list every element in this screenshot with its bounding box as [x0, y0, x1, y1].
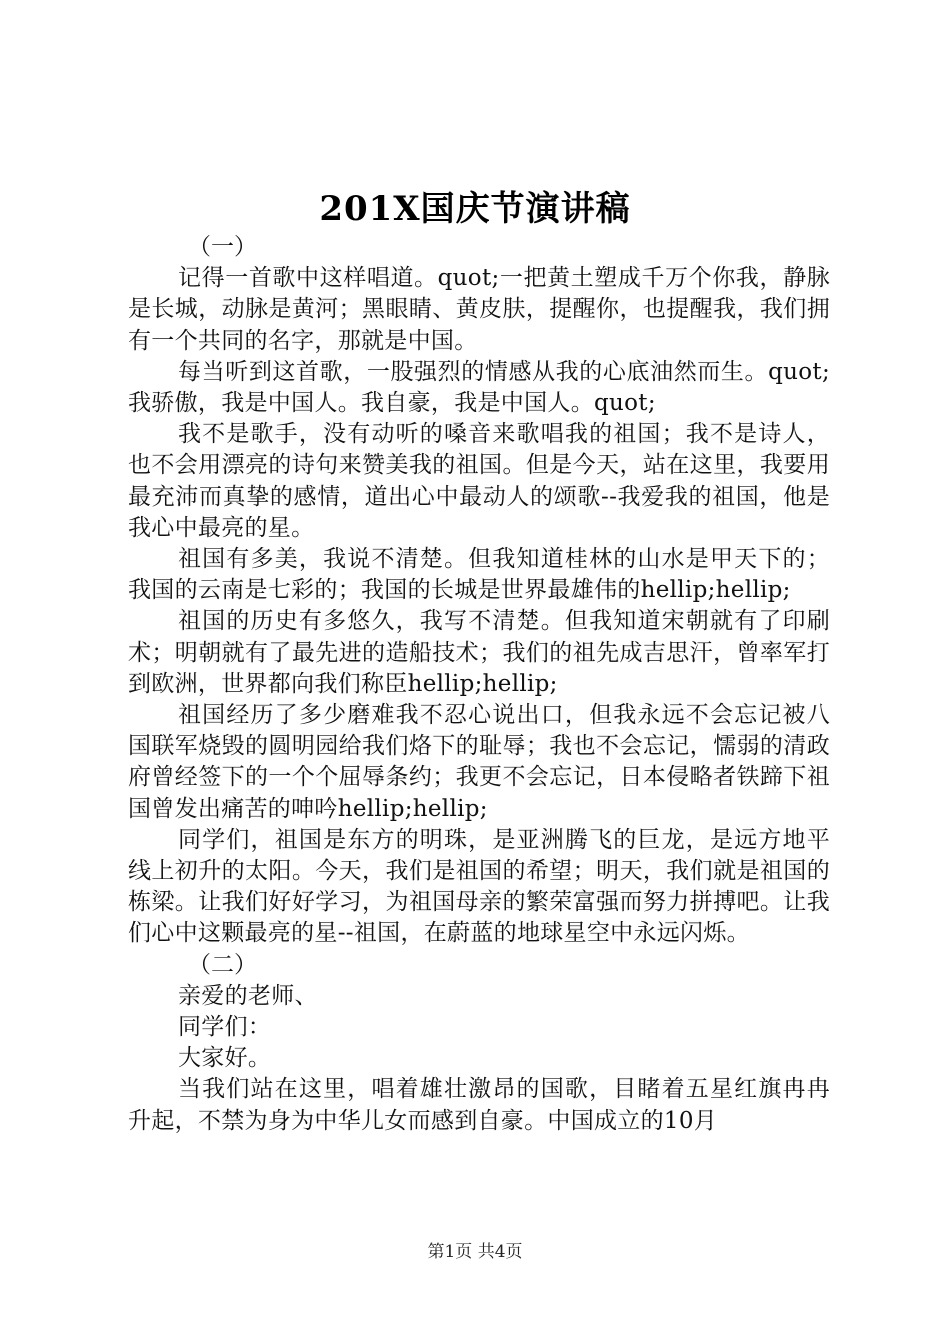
page-title: 201X国庆节演讲稿	[319, 189, 631, 229]
page-footer: 第1页 共4页	[427, 1242, 523, 1262]
paragraph: 每当听到这首歌，一股强烈的情感从我的心底油然而生。quot;我骄傲，我是中国人。我自豪，我是中国人。quot;	[128, 358, 830, 417]
section-heading-1: （一）	[188, 234, 257, 260]
document-body	[128, 232, 830, 1137]
paragraph: 祖国经历了多少磨难我不忍心说出口，但我永远不会忘记被八国联军烧毁的圆明园给我们烙下的耻辱；我也不会忘记，懦弱的清政府曾经签下的一个个屈辱条约；我更不会忘记，日本侵略者铁蹄下祖国曾发出痛苦的呻吟hellip;hellip;	[128, 702, 830, 822]
paragraph: 我不是歌手，没有动听的嗓音来歌唱我的祖国；我不是诗人，也不会用漂亮的诗句来赞美我的祖国。但是今天，站在这里，我要用最充沛而真挚的感情，道出心中最动人的颂歌--我爱我的祖国，他是我心中最亮的星。	[128, 421, 830, 541]
paragraph: 祖国有多美，我说不清楚。但我知道桂林的山水是甲天下的；我国的云南是七彩的；我国的长城是世界最雄伟的hellip;hellip;	[128, 546, 830, 604]
greeting-line: 同学们：	[178, 1014, 272, 1041]
paragraph: 祖国的历史有多悠久，我写不清楚。但我知道宋朝就有了印刷术；明朝就有了最先进的造船技术；我们的祖先成吉思汗，曾率军打到欧洲，世界都向我们称臣hellip;hellip;	[128, 608, 830, 697]
section-heading-2: （二）	[188, 951, 257, 978]
greeting-line: 大家好。	[178, 1045, 272, 1072]
greeting-line: 亲爱的老师、	[178, 982, 318, 1009]
paragraph: 记得一首歌中这样唱道。quot;一把黄土塑成千万个你我，静脉是长城，动脉是黄河；黑眼睛、黄皮肤，提醒你，也提醒我，我们拥有一个共同的名字，那就是中国。	[128, 265, 830, 354]
paragraph: 当我们站在这里，唱着雄壮激昂的国歌，目睹着五星红旗冉冉升起，不禁为身为中华儿女而感到自豪。中国成立的10月	[128, 1076, 830, 1134]
paragraph: 同学们，祖国是东方的明珠，是亚洲腾飞的巨龙，是远方地平线上初升的太阳。今天，我们是祖国的希望；明天，我们就是祖国的栋梁。让我们好好学习，为祖国母亲的繁荣富强而努力拼搏吧。让我们心中这颗最亮的星--祖国，在蔚蓝的地球星空中永远闪烁。	[128, 826, 830, 947]
